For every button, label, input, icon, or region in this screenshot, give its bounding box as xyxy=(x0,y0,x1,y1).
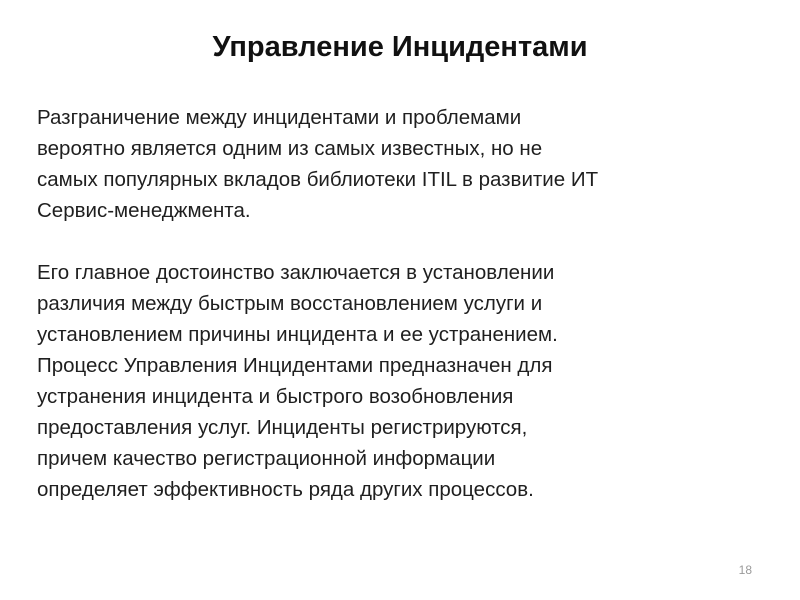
slide-body xyxy=(37,102,767,505)
page-number: 18 xyxy=(738,563,752,577)
paragraph-2-line-4: Процесс Управления Инцидентами предназначен для xyxy=(37,354,553,377)
paragraph-2-line-1: Его главное достоинство заключается в установлении xyxy=(37,261,555,284)
paragraph-2-line-6: предоставления услуг. Инциденты регистрируются, xyxy=(37,416,528,439)
paragraph-2-line-7: причем качество регистрационной информации xyxy=(37,447,496,470)
paragraph-1 xyxy=(37,102,767,226)
paragraph-1-line-2: вероятно является одним из самых известных, но не xyxy=(37,137,543,160)
slide-title: Управление Инцидентами xyxy=(212,31,588,63)
paragraph-1-line-4: Сервис-менеджмента. xyxy=(37,199,251,222)
paragraph-2-line-5: устранения инцидента и быстрого возобновления xyxy=(37,385,514,408)
paragraph-2-line-2: различия между быстрым восстановлением услуги и xyxy=(37,292,543,315)
paragraph-1-line-1: Разграничение между инцидентами и проблемами xyxy=(37,106,522,129)
paragraph-2 xyxy=(37,257,767,505)
paragraph-2-line-3: установлением причины инцидента и ее устранением. xyxy=(37,323,558,346)
paragraph-1-line-3: самых популярных вкладов библиотеки ITIL в развитие ИТ xyxy=(37,168,599,191)
paragraph-2-line-8: определяет эффективность ряда других процессов. xyxy=(37,478,534,501)
